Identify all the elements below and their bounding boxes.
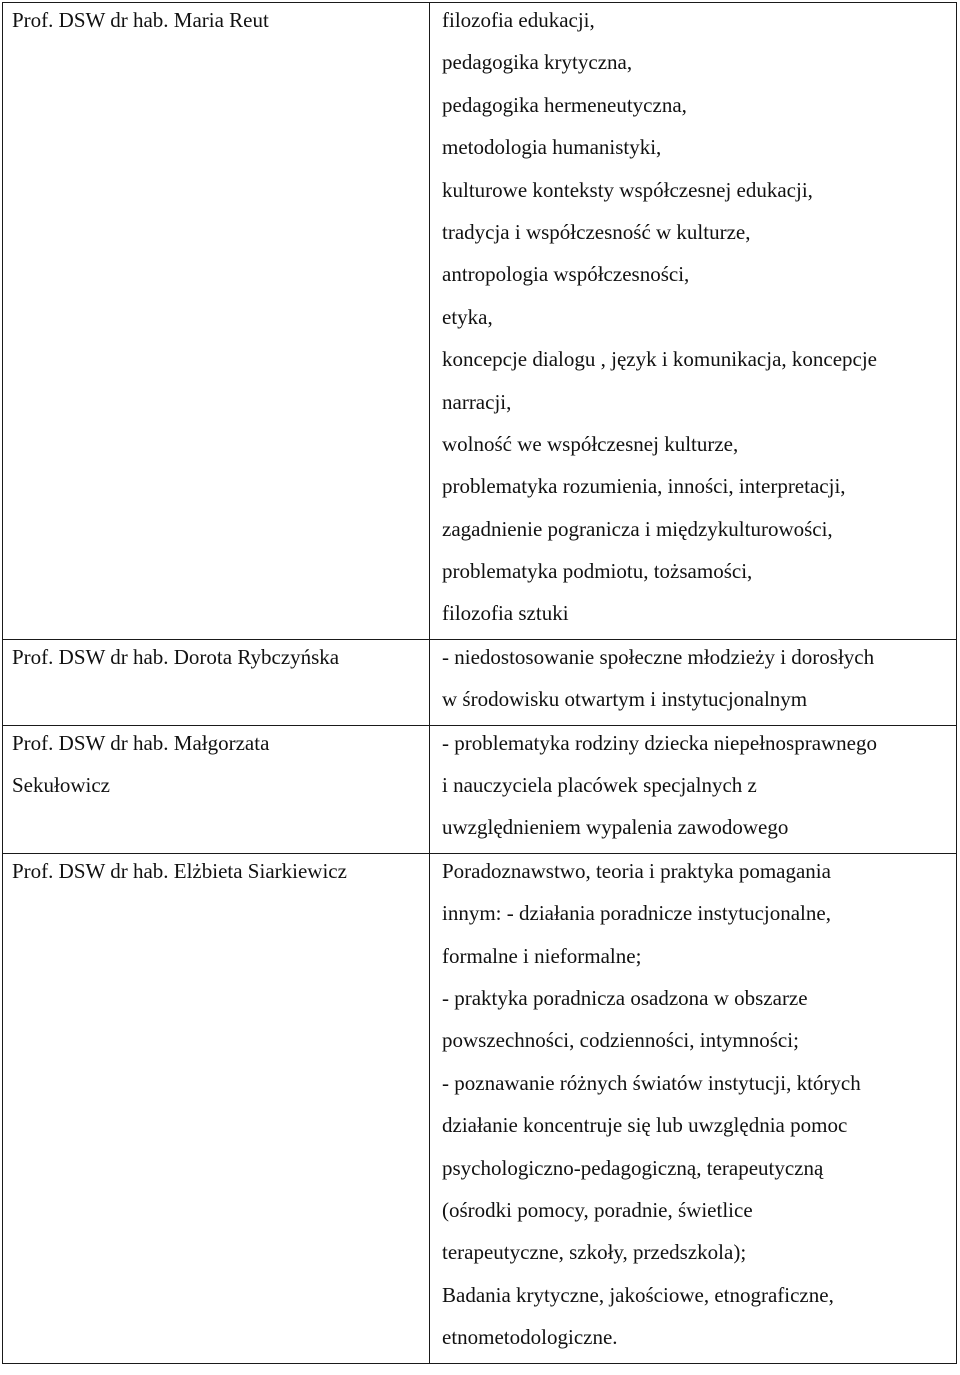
topic-line: - niedostosowanie społeczne młodzieży i dorosłych [442,644,875,669]
topic-line: zagadnienie pogranicza i międzykulturowości, [442,516,833,541]
supervisor-name-cell [3,725,430,853]
topic-line: Poradoznawstwo, teoria i praktyka pomagania [442,858,831,883]
table-row [3,3,957,640]
supervisors-table [2,2,957,1364]
table-row [3,639,957,725]
topic-line: działanie koncentruje się lub uwzględnia pomoc [442,1113,848,1138]
topic-line: pedagogika hermeneutyczna, [442,92,687,117]
topic-line: formalne i nieformalne; [442,943,642,968]
topic-line: etyka, [442,304,493,329]
topic-line: i nauczyciela placówek specjalnych z [442,773,757,798]
topic-line: wolność we współczesnej kulturze, [442,431,739,456]
topic-line: problematyka podmiotu, tożsamości, [442,559,753,584]
supervisor-name-cell [3,853,430,1363]
topic-line: (ośrodki pomocy, poradnie, świetlice [442,1197,753,1222]
research-topics-cell [430,3,957,640]
topic-line: psychologiczno-pedagogiczną, terapeutyczną [442,1155,824,1180]
research-topics-cell [430,639,957,725]
topic-line: antropologia współczesności, [442,262,690,287]
topic-line: etnometodologiczne. [442,1325,618,1350]
topic-line: - poznawanie różnych światów instytucji, których [442,1070,861,1095]
supervisor-name: Sekułowicz [12,773,110,798]
topic-line: narracji, [442,389,512,414]
supervisor-name: Prof. DSW dr hab. Elżbieta Siarkiewicz [12,858,347,883]
supervisor-name: Prof. DSW dr hab. Dorota Rybczyńska [12,644,340,669]
topic-line: kulturowe konteksty współczesnej edukacji, [442,177,813,202]
topic-line: tradycja i współczesność w kulturze, [442,219,751,244]
supervisor-name: Prof. DSW dr hab. Maria Reut [12,8,269,32]
topic-line: metodologia humanistyki, [442,135,662,160]
topic-line: - praktyka poradnicza osadzona w obszarze [442,985,808,1010]
table-row [3,725,957,853]
topic-line: problematyka rozumienia, inności, interpretacji, [442,474,846,499]
topic-line: Badania krytyczne, jakościowe, etnograficzne, [442,1282,834,1307]
topic-line: filozofia edukacji, [442,8,595,32]
topic-line: filozofia sztuki [442,601,569,626]
table-row [3,853,957,1363]
supervisor-name-cell [3,3,430,640]
topic-line: uwzględnieniem wypalenia zawodowego [442,815,789,840]
topic-line: terapeutyczne, szkoły, przedszkola); [442,1240,747,1265]
topic-line: pedagogika krytyczna, [442,50,633,75]
topic-line: koncepcje dialogu , język i komunikacja, koncepcje [442,347,878,372]
supervisor-name-cell [3,639,430,725]
research-topics-cell [430,853,957,1363]
research-topics-cell [430,725,957,853]
topic-line: w środowisku otwartym i instytucjonalnym [442,687,808,712]
topic-line: - problematyka rodziny dziecka niepełnosprawnego [442,730,878,755]
topic-line: innym: - działania poradnicze instytucjonalne, [442,901,831,926]
topic-line: powszechności, codzienności, intymności; [442,1028,799,1053]
supervisor-name: Prof. DSW dr hab. Małgorzata [12,730,270,755]
